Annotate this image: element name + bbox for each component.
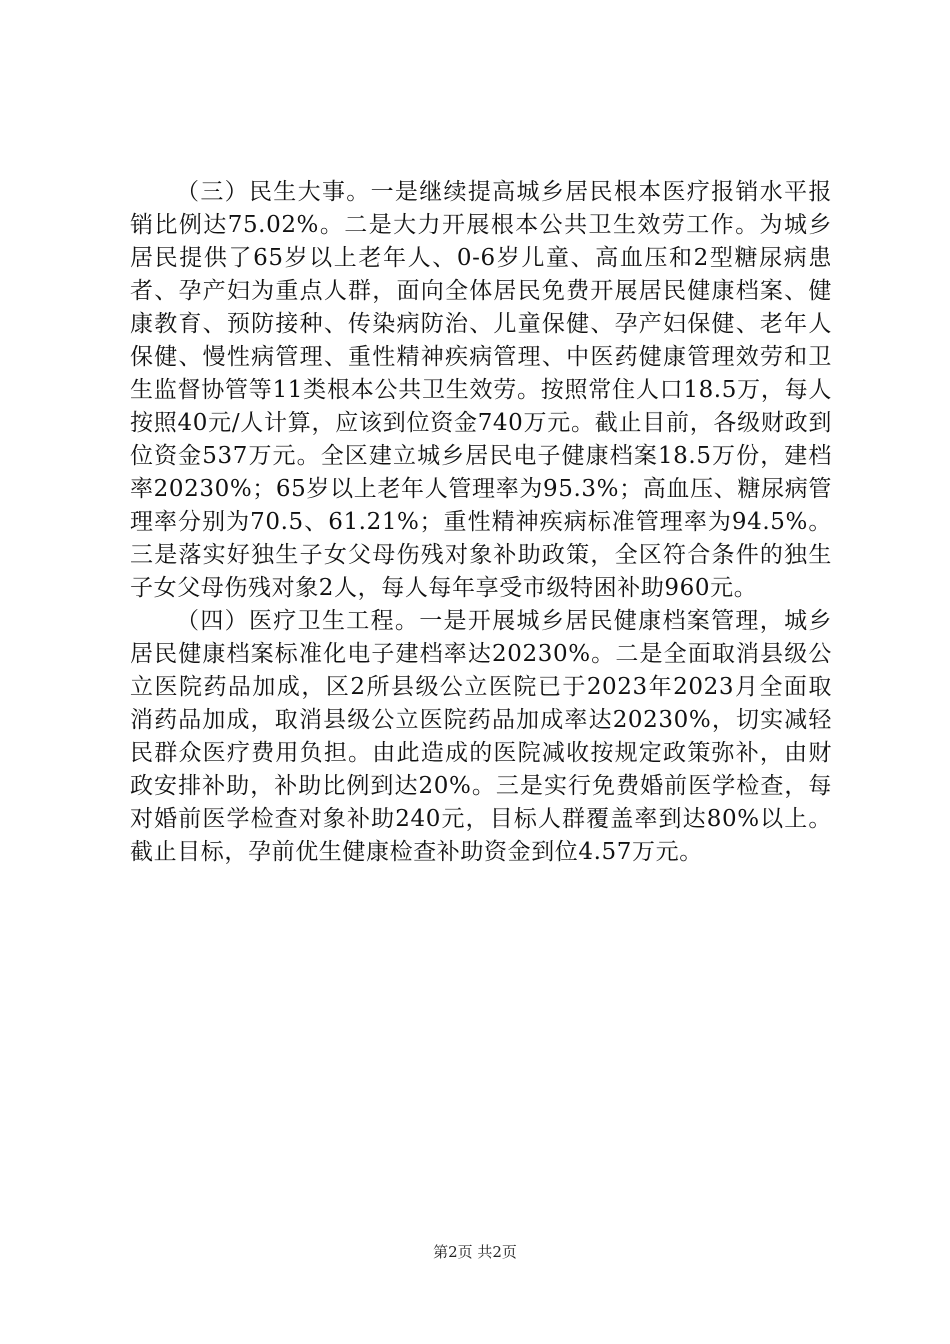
page-footer: 第2页 共2页: [433, 1243, 517, 1261]
paragraph-medical-project: （四）医疗卫生工程。一是开展城乡居民健康档案管理，城乡居民健康档案标准化电子建档率达20230%。二是全面取消县级公立医院药品加成，区2所县级公立医院已于2023年2023月全面取消药品加成，取消县级公立医院药品加成率达20230%，切实减轻民群众医疗费用负担。由此造成的医院减收按规定政策弥补，由财政安排补助，补助比例到达20%。三是实行免费婚前医学检查，每对婚前医学检查对象补助240元，目标人群覆盖率到达80%以上。截止目标，孕前优生健康检查补助资金到位4.57万元。: [130, 608, 832, 865]
paragraph-livelihood: （三）民生大事。一是继续提高城乡居民根本医疗报销水平报销比例达75.02%。二是大力开展根本公共卫生效劳工作。为城乡居民提供了65岁以上老年人、0-6岁儿童、高血压和2型糖尿病患者、孕产妇为重点人群，面向全体居民免费开展居民健康档案、健康教育、预防接种、传染病防治、儿童保健、孕产妇保健、老年人保健、慢性病管理、重性精神疾病管理、中医药健康管理效劳和卫生监督协管等11类根本公共卫生效劳。按照常住人口18.5万，每人按照40元/人计算，应该到位资金740万元。截止目前，各级财政到位资金537万元。全区建立城乡居民电子健康档案18.5万份，建档率20230%；65岁以上老年人管理率为95.3%；高血压、糖尿病管理率分别为70.5、61.21%；重性精神疾病标准管理率为94.5%。三是落实好独生子女父母伤残对象补助政策，全区符合条件的独生子女父母伤残对象2人，每人每年享受市级特困补助960元。: [130, 179, 832, 601]
document-body: [130, 176, 832, 869]
